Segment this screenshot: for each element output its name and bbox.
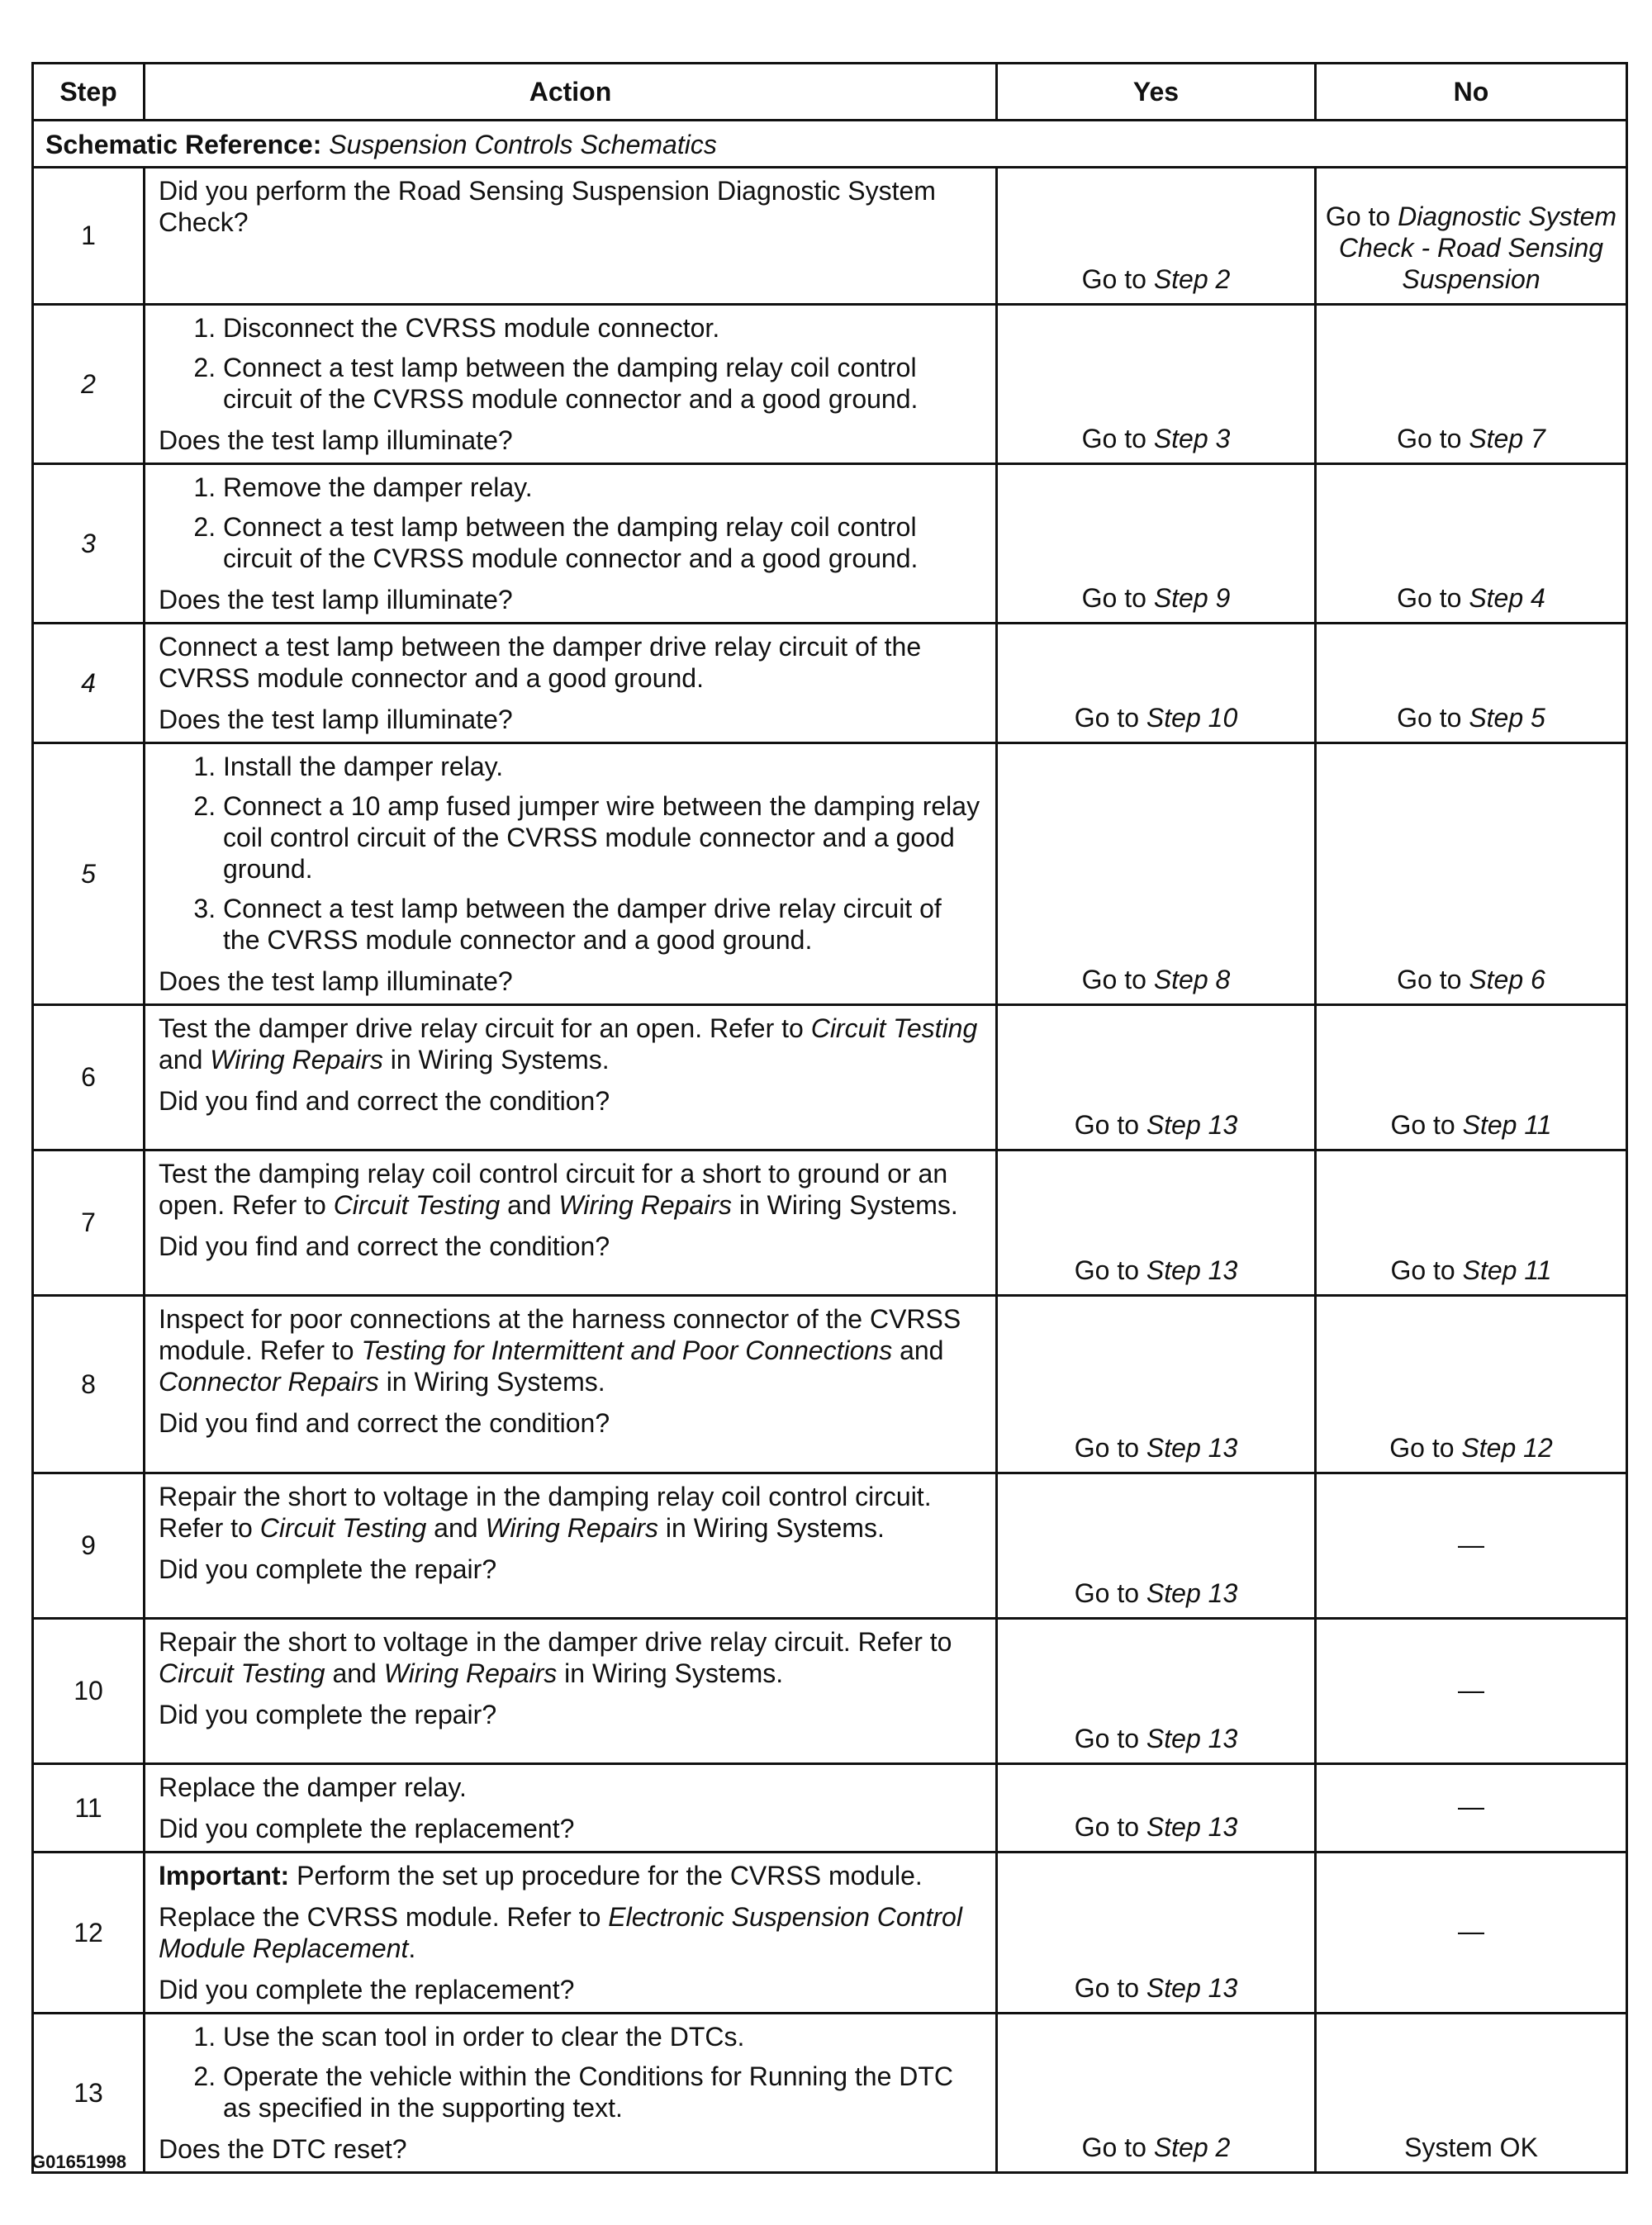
instruction-text: and <box>159 1045 211 1075</box>
action-instruction <box>159 1158 982 1221</box>
table-row <box>33 1005 1627 1150</box>
intermittent-connections-link[interactable]: Testing for Intermittent and Poor Connections <box>361 1335 893 1365</box>
yes-prefix: Go to <box>1074 703 1146 733</box>
no-cell <box>1316 1296 1627 1473</box>
step-number: 2 <box>33 305 145 464</box>
no-cell-dash: — <box>1316 1619 1627 1764</box>
header-step: Step <box>33 64 145 121</box>
instruction-text: and <box>500 1190 559 1220</box>
yes-cell <box>997 1473 1316 1619</box>
circuit-testing-link[interactable]: Circuit Testing <box>810 1013 978 1043</box>
table-row <box>33 1619 1627 1764</box>
action-cell <box>145 305 997 464</box>
action-list <box>159 2021 982 2123</box>
action-instruction: Replace the damper relay. <box>159 1772 467 1802</box>
no-cell-dash: — <box>1316 1473 1627 1619</box>
no-procedure-link[interactable]: Diagnostic System Check - Road Sensing Suspension <box>1338 202 1617 294</box>
header-action: Action <box>145 64 997 121</box>
no-prefix: Go to <box>1389 1433 1462 1463</box>
step-number: 1 <box>33 168 145 305</box>
no-prefix: Go to <box>1397 703 1469 733</box>
yes-step-link[interactable]: Step 2 <box>1153 2132 1231 2162</box>
important-label: Important: <box>159 1861 290 1891</box>
module-replacement-link[interactable]: Electronic Suspension Control Module Replacement <box>159 1902 962 1963</box>
no-prefix: Go to <box>1397 583 1469 613</box>
step-number: 11 <box>33 1764 145 1853</box>
schematic-reference-link[interactable]: Suspension Controls Schematics <box>329 129 717 159</box>
action-cell <box>145 464 997 624</box>
yes-prefix: Go to <box>1081 2132 1154 2162</box>
yes-cell <box>997 624 1316 743</box>
action-instruction <box>159 1626 982 1689</box>
yes-cell <box>997 1150 1316 1296</box>
table-row <box>33 1296 1627 1473</box>
no-cell-dash: — <box>1316 1853 1627 2014</box>
yes-step-link[interactable]: Step 9 <box>1153 583 1231 613</box>
no-cell <box>1316 1150 1627 1296</box>
table-row <box>33 1473 1627 1619</box>
action-question: Did you complete the repair? <box>159 1700 497 1729</box>
action-question: Does the DTC reset? <box>159 2134 407 2164</box>
step-number: 9 <box>33 1473 145 1619</box>
action-list <box>159 751 982 956</box>
action-cell <box>145 1853 997 2014</box>
instruction-text: in Wiring Systems. <box>382 1045 610 1075</box>
no-prefix: Go to <box>1397 424 1469 453</box>
yes-step-link[interactable]: Step 13 <box>1146 1812 1238 1842</box>
action-cell <box>145 1473 997 1619</box>
wiring-repairs-link[interactable]: Wiring Repairs <box>383 1658 558 1688</box>
action-instruction <box>159 1303 982 1397</box>
no-step-link[interactable]: Step 6 <box>1469 965 1545 994</box>
action-cell <box>145 1296 997 1473</box>
table-row <box>33 1150 1627 1296</box>
no-step-link[interactable]: Step 4 <box>1469 583 1545 613</box>
yes-prefix: Go to <box>1074 1110 1146 1140</box>
instruction-text: in Wiring Systems. <box>731 1190 958 1220</box>
action-cell <box>145 743 997 1005</box>
no-step-link[interactable]: Step 12 <box>1461 1433 1553 1463</box>
action-instruction: Connect a test lamp between the damper drive relay circuit of the CVRSS module connector and a good ground. <box>159 632 922 693</box>
instruction-text: and <box>892 1335 944 1365</box>
action-question: Did you perform the Road Sensing Suspension Diagnostic System Check? <box>159 176 936 237</box>
yes-cell <box>997 1853 1316 2014</box>
yes-prefix: Go to <box>1074 1812 1146 1842</box>
connector-repairs-link[interactable]: Connector Repairs <box>159 1367 379 1397</box>
action-question: Did you complete the replacement? <box>159 1975 575 2004</box>
step-number: 7 <box>33 1150 145 1296</box>
yes-cell <box>997 168 1316 305</box>
action-cell <box>145 2014 997 2173</box>
table-row <box>33 464 1627 624</box>
action-question: Did you find and correct the condition? <box>159 1408 610 1438</box>
yes-prefix: Go to <box>1074 1724 1146 1753</box>
yes-step-link[interactable]: Step 13 <box>1146 1724 1238 1753</box>
step-number: 5 <box>33 743 145 1005</box>
step-number: 4 <box>33 624 145 743</box>
yes-prefix: Go to <box>1081 424 1154 453</box>
step-number: 12 <box>33 1853 145 2014</box>
table-row <box>33 1853 1627 2014</box>
action-list-item: 3. Connect a test lamp between the damper drive relay circuit of the CVRSS module connector and a good ground. <box>223 893 982 956</box>
no-cell <box>1316 1005 1627 1150</box>
no-cell <box>1316 624 1627 743</box>
yes-cell <box>997 1619 1316 1764</box>
instruction-text: Inspect for poor connections at the harness connector of the CVRSS module. Refer to <box>159 1304 961 1365</box>
no-prefix: Go to <box>1390 1255 1463 1285</box>
header-yes: Yes <box>997 64 1316 121</box>
table-row <box>33 2014 1627 2173</box>
action-list <box>159 472 982 574</box>
yes-step-link[interactable]: Step 13 <box>1146 1973 1238 2003</box>
yes-prefix: Go to <box>1074 1973 1146 2003</box>
no-prefix: Go to <box>1325 202 1398 231</box>
important-note <box>159 1860 982 1891</box>
table-row <box>33 624 1627 743</box>
step-number: 10 <box>33 1619 145 1764</box>
action-cell <box>145 1764 997 1853</box>
instruction-text: Repair the short to voltage in the damper drive relay circuit. Refer to <box>159 1627 952 1657</box>
instruction-text: in Wiring Systems. <box>557 1658 784 1688</box>
action-question: Did you complete the repair? <box>159 1554 497 1584</box>
action-instruction <box>159 1901 982 1964</box>
action-list-item: 1. Use the scan tool in order to clear the DTCs. <box>223 2021 982 2052</box>
action-question: Did you complete the replacement? <box>159 1814 575 1843</box>
yes-cell <box>997 305 1316 464</box>
action-list-item: 1. Disconnect the CVRSS module connector. <box>223 312 982 344</box>
yes-step-link[interactable]: Step 13 <box>1146 1578 1238 1608</box>
instruction-text: and <box>426 1513 486 1543</box>
action-instruction <box>159 1013 982 1075</box>
yes-step-link[interactable]: Step 3 <box>1153 424 1231 453</box>
yes-cell <box>997 464 1316 624</box>
action-cell <box>145 1619 997 1764</box>
instruction-text: Test the damper drive relay circuit for an open. Refer to <box>159 1013 811 1043</box>
no-prefix: Go to <box>1397 965 1469 994</box>
diagnostic-table-sheet <box>31 62 1626 2174</box>
action-question: Did you find and correct the condition? <box>159 1231 610 1261</box>
action-cell <box>145 1005 997 1150</box>
yes-step-link[interactable]: Step 13 <box>1146 1110 1238 1140</box>
yes-step-link[interactable]: Step 10 <box>1146 703 1238 733</box>
yes-cell <box>997 2014 1316 2173</box>
action-cell <box>145 624 997 743</box>
action-list-item: 1. Remove the damper relay. <box>223 472 982 503</box>
instruction-text: and <box>325 1658 384 1688</box>
important-text: Perform the set up procedure for the CVRSS module. <box>289 1861 923 1891</box>
no-cell <box>1316 464 1627 624</box>
header-row <box>33 64 1627 121</box>
action-cell <box>145 1150 997 1296</box>
table-row <box>33 168 1627 305</box>
yes-prefix: Go to <box>1074 1578 1146 1608</box>
yes-step-link[interactable]: Step 8 <box>1153 965 1231 994</box>
diagnostic-table <box>31 62 1628 2174</box>
yes-cell <box>997 743 1316 1005</box>
action-list <box>159 312 982 415</box>
action-question: Does the test lamp illuminate? <box>159 966 513 996</box>
instruction-text: Replace the CVRSS module. Refer to <box>159 1902 609 1932</box>
yes-prefix: Go to <box>1074 1433 1146 1463</box>
action-question: Does the test lamp illuminate? <box>159 585 513 614</box>
schematic-reference-label: Schematic Reference: <box>45 129 322 159</box>
yes-cell <box>997 1005 1316 1150</box>
no-cell <box>1316 305 1627 464</box>
circuit-testing-link[interactable]: Circuit Testing <box>259 1513 427 1543</box>
yes-cell <box>997 1764 1316 1853</box>
table-row <box>33 1764 1627 1853</box>
yes-prefix: Go to <box>1081 965 1154 994</box>
yes-step-link[interactable]: Step 13 <box>1146 1433 1238 1463</box>
step-number: 8 <box>33 1296 145 1473</box>
step-number: 3 <box>33 464 145 624</box>
action-list-item: 2. Operate the vehicle within the Conditions for Running the DTC as specified in the supporting text. <box>223 2061 982 2123</box>
header-no: No <box>1316 64 1627 121</box>
instruction-text: . <box>408 1933 416 1963</box>
yes-cell <box>997 1296 1316 1473</box>
no-cell-dash: — <box>1316 1764 1627 1853</box>
yes-step-link[interactable]: Step 2 <box>1153 264 1231 294</box>
no-step-link[interactable]: Step 11 <box>1462 1110 1552 1140</box>
table-row <box>33 305 1627 464</box>
no-step-link[interactable]: Step 7 <box>1469 424 1545 453</box>
figure-id: G01651998 <box>31 2151 126 2172</box>
schematic-reference <box>33 121 1627 168</box>
no-cell-system-ok: System OK <box>1316 2014 1627 2173</box>
action-question: Does the test lamp illuminate? <box>159 425 513 455</box>
action-list-item: 2. Connect a test lamp between the damping relay coil control circuit of the CVRSS module connector and a good ground. <box>223 352 982 415</box>
wiring-repairs-link[interactable]: Wiring Repairs <box>558 1190 732 1220</box>
yes-prefix: Go to <box>1081 583 1154 613</box>
yes-prefix: Go to <box>1074 1255 1146 1285</box>
yes-prefix: Go to <box>1081 264 1154 294</box>
action-list-item: 2. Connect a test lamp between the damping relay coil control circuit of the CVRSS module connector and a good ground. <box>223 511 982 574</box>
instruction-text: in Wiring Systems. <box>658 1513 885 1543</box>
no-step-link[interactable]: Step 5 <box>1469 703 1545 733</box>
action-list-item: 2. Connect a 10 amp fused jumper wire between the damping relay coil control circuit of the CVRSS module connector and a good ground. <box>223 790 982 885</box>
no-cell <box>1316 743 1627 1005</box>
no-cell <box>1316 168 1627 305</box>
wiring-repairs-link[interactable]: Wiring Repairs <box>485 1513 658 1543</box>
table-row <box>33 743 1627 1005</box>
action-question: Does the test lamp illuminate? <box>159 705 513 734</box>
no-step-link[interactable]: Step 11 <box>1462 1255 1552 1285</box>
action-list-item: 1. Install the damper relay. <box>223 751 982 782</box>
action-instruction <box>159 1481 982 1544</box>
schematic-reference-row <box>33 121 1627 168</box>
yes-step-link[interactable]: Step 13 <box>1146 1255 1238 1285</box>
action-cell <box>145 168 997 305</box>
circuit-testing-link[interactable]: Circuit Testing <box>159 1658 325 1688</box>
step-number: 13 <box>33 2014 145 2173</box>
action-question: Did you find and correct the condition? <box>159 1086 610 1116</box>
no-prefix: Go to <box>1390 1110 1463 1140</box>
circuit-testing-link[interactable]: Circuit Testing <box>333 1190 501 1220</box>
instruction-text: in Wiring Systems. <box>378 1367 605 1397</box>
instruction-text: Repair the short to voltage in the damping relay coil control circuit. Refer to <box>159 1482 932 1543</box>
step-number: 6 <box>33 1005 145 1150</box>
instruction-text: Test the damping relay coil control circuit for a short to ground or an open. Refer to <box>159 1159 948 1220</box>
wiring-repairs-link[interactable]: Wiring Repairs <box>210 1045 383 1075</box>
